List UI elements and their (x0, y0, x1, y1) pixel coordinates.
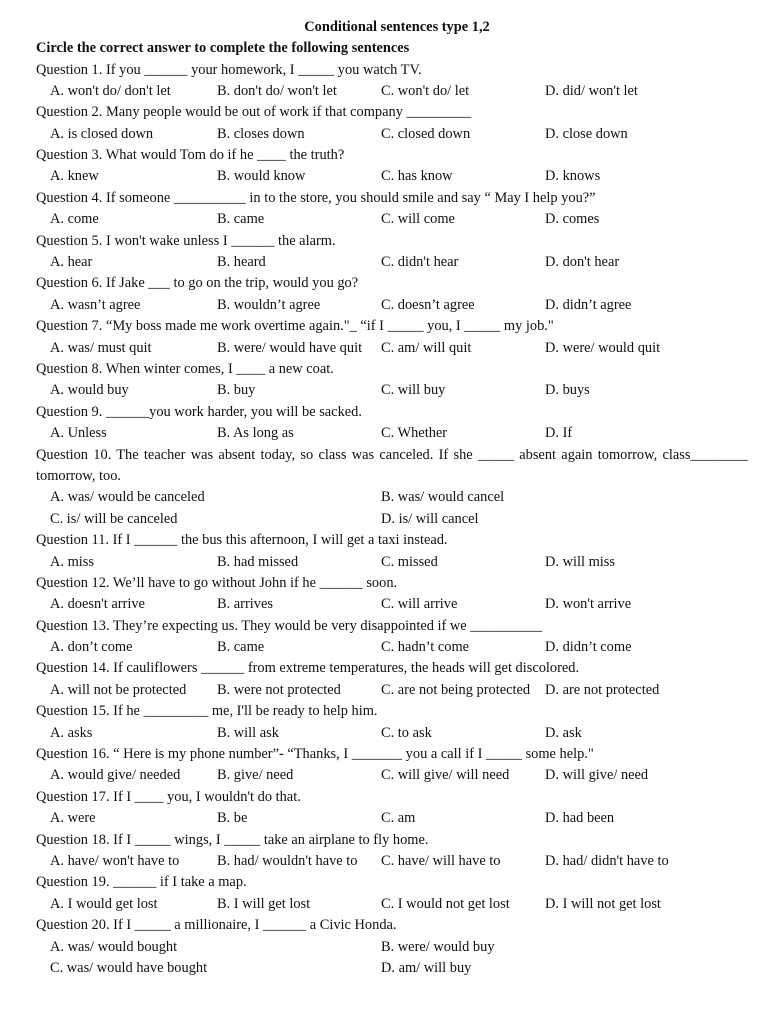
question-12-stem: Question 12. We’ll have to go without John if he ______ soon. (36, 574, 398, 591)
question-9-option-d[interactable]: D. If (545, 425, 573, 442)
question-10-stem: Question 10. The teacher was absent today, so class was canceled. If she _____ absent again tomorrow, class________ tomorrow, too. (36, 446, 748, 484)
question-13-stem: Question 13. They’re expecting us. They would be very disappointed if we __________ (36, 617, 543, 634)
question-18-options (36, 851, 748, 872)
question-8-option-c[interactable]: C. will buy (381, 382, 446, 399)
question-17-option-b[interactable]: B. be (217, 810, 248, 827)
question-3-option-c[interactable]: C. has know (381, 168, 453, 185)
question-15-option-d[interactable]: D. ask (545, 724, 582, 741)
question-13-option-b[interactable]: B. came (217, 639, 265, 656)
question-4-option-c[interactable]: C. will come (381, 211, 455, 228)
question-20-option-c[interactable]: C. was/ would have bought (50, 959, 208, 976)
question-9-stem: Question 9. ______you work harder, you will be sacked. (36, 403, 362, 420)
question-1-option-b[interactable]: B. don't do/ won't let (217, 82, 337, 99)
question-9-option-a[interactable]: A. Unless (50, 425, 107, 442)
question-15-stem: Question 15. If he _________ me, I'll be ready to help him. (36, 703, 378, 720)
question-1-option-d[interactable]: D. did/ won't let (545, 82, 638, 99)
question-20-option-d[interactable]: D. am/ will buy (381, 959, 472, 976)
question-19-options (36, 894, 748, 915)
question-14-option-b[interactable]: B. were not protected (217, 681, 341, 698)
question-3-options (36, 166, 748, 187)
question-17-options (36, 808, 748, 829)
question-6-option-c[interactable]: C. doesn’t agree (381, 296, 475, 313)
question-1-stem: Question 1. If you ______ your homework, I _____ you watch TV. (36, 61, 422, 78)
question-18-option-a[interactable]: A. have/ won't have to (50, 852, 180, 869)
question-19-option-a[interactable]: A. I would get lost (50, 895, 158, 912)
question-7-option-b[interactable]: B. were/ would have quit (217, 339, 363, 356)
question-10-option-a[interactable]: A. was/ would be canceled (50, 489, 205, 506)
question-12-option-c[interactable]: C. will arrive (381, 596, 458, 613)
question-11-option-c[interactable]: C. missed (381, 553, 438, 570)
question-18-stem: Question 18. If I _____ wings, I _____ take an airplane to fly home. (36, 831, 429, 848)
question-7-option-d[interactable]: D. were/ would quit (545, 339, 661, 356)
question-11-stem: Question 11. If I ______ the bus this afternoon, I will get a taxi instead. (36, 532, 448, 549)
question-2-option-d[interactable]: D. close down (545, 125, 628, 142)
question-15-option-a[interactable]: A. asks (50, 724, 93, 741)
question-2-option-a[interactable]: A. is closed down (50, 125, 154, 142)
question-4-option-d[interactable]: D. comes (545, 211, 600, 228)
question-15-option-b[interactable]: B. will ask (217, 724, 279, 741)
question-20-option-a[interactable]: A. was/ would bought (50, 938, 178, 955)
worksheet-title: Conditional sentences type 1,2 (304, 19, 490, 35)
question-11-option-d[interactable]: D. will miss (545, 553, 615, 570)
question-18-option-b[interactable]: B. had/ wouldn't have to (217, 852, 358, 869)
question-5-option-b[interactable]: B. heard (217, 254, 266, 271)
question-7-stem: Question 7. “My boss made me work overtime again."_ “if I _____ you, I _____ my job." (36, 318, 554, 335)
question-17-stem: Question 17. If I ____ you, I wouldn't do that. (36, 788, 301, 805)
question-19-option-d[interactable]: D. I will not get lost (545, 895, 661, 912)
question-20-options-row-1 (36, 937, 748, 958)
question-list (36, 60, 748, 980)
question-1-options (36, 81, 748, 102)
question-2-options (36, 124, 748, 145)
question-14-option-a[interactable]: A. will not be protected (50, 681, 187, 698)
worksheet (36, 16, 748, 979)
question-2-stem: Question 2. Many people would be out of work if that company _________ (36, 104, 472, 121)
question-14-option-d[interactable]: D. are not protected (545, 681, 660, 698)
question-10-option-b[interactable]: B. was/ would cancel (381, 489, 505, 506)
question-17-option-c[interactable]: C. am (381, 810, 416, 827)
question-5-options (36, 252, 748, 273)
question-2-option-c[interactable]: C. closed down (381, 125, 471, 142)
question-8-option-b[interactable]: B. buy (217, 382, 256, 399)
question-7-option-c[interactable]: C. am/ will quit (381, 339, 472, 356)
question-5-option-d[interactable]: D. don't hear (545, 254, 620, 271)
question-11-option-b[interactable]: B. had missed (217, 553, 299, 570)
question-3-option-b[interactable]: B. would know (217, 168, 306, 185)
question-5-option-a[interactable]: A. hear (50, 254, 93, 271)
question-9-options (36, 423, 748, 444)
question-4-option-a[interactable]: A. come (50, 211, 99, 228)
question-6-options (36, 295, 748, 316)
question-8-option-a[interactable]: A. would buy (50, 382, 129, 399)
question-6-option-b[interactable]: B. wouldn’t agree (217, 296, 321, 313)
question-20-stem: Question 20. If I _____ a millionaire, I ______ a Civic Honda. (36, 917, 397, 934)
question-12-option-d[interactable]: D. won't arrive (545, 596, 632, 613)
question-13-option-c[interactable]: C. hadn’t come (381, 639, 470, 656)
question-14-option-c[interactable]: C. are not being protected (381, 681, 531, 698)
question-6-option-d[interactable]: D. didn’t agree (545, 296, 632, 313)
question-9-option-c[interactable]: C. Whether (381, 425, 448, 442)
question-5-option-c[interactable]: C. didn't hear (381, 254, 459, 271)
question-3-option-a[interactable]: A. knew (50, 168, 99, 185)
question-4-option-b[interactable]: B. came (217, 211, 265, 228)
question-9-option-b[interactable]: B. As long as (217, 425, 294, 442)
question-4-stem: Question 4. If someone __________ in to the store, you should smile and say “ May I help you?” (36, 189, 596, 206)
question-5-stem: Question 5. I won't wake unless I ______ the alarm. (36, 232, 336, 249)
question-14-stem: Question 14. If cauliflowers ______ from extreme temperatures, the heads will get discolored. (36, 660, 580, 677)
question-11-option-a[interactable]: A. miss (50, 553, 94, 570)
question-16-option-b[interactable]: B. give/ need (217, 767, 294, 784)
question-19-option-b[interactable]: B. I will get lost (217, 895, 311, 912)
question-12-option-b[interactable]: B. arrives (217, 596, 273, 613)
question-13-options (36, 637, 748, 658)
question-15-options (36, 723, 748, 744)
question-19-option-c[interactable]: C. I would not get lost (381, 895, 510, 912)
question-15-option-c[interactable]: C. to ask (381, 724, 432, 741)
question-13-option-d[interactable]: D. didn’t come (545, 639, 632, 656)
question-10-options-row-2 (36, 509, 748, 530)
question-20-option-b[interactable]: B. were/ would buy (381, 938, 495, 955)
question-18-option-c[interactable]: C. have/ will have to (381, 852, 501, 869)
question-16-options (36, 765, 748, 786)
question-8-stem: Question 8. When winter comes, I ____ a new coat. (36, 360, 334, 377)
question-1-option-c[interactable]: C. won't do/ let (381, 82, 470, 99)
question-3-option-d[interactable]: D. knows (545, 168, 601, 185)
question-17-option-d[interactable]: D. had been (545, 810, 615, 827)
question-17-option-a[interactable]: A. were (50, 810, 96, 827)
question-1-option-a[interactable]: A. won't do/ don't let (50, 82, 171, 99)
question-8-option-d[interactable]: D. buys (545, 382, 590, 399)
question-2-option-b[interactable]: B. closes down (217, 125, 305, 142)
question-12-option-a[interactable]: A. doesn't arrive (50, 596, 145, 613)
question-19-stem: Question 19. ______ if I take a map. (36, 874, 247, 891)
question-13-option-a[interactable]: A. don’t come (50, 639, 133, 656)
question-18-option-d[interactable]: D. had/ didn't have to (545, 852, 669, 869)
question-20-options-row-2 (36, 958, 748, 979)
question-6-option-a[interactable]: A. wasn’t agree (50, 296, 141, 313)
question-10-options-row-1 (36, 487, 748, 508)
question-10-option-c[interactable]: C. is/ will be canceled (50, 510, 178, 527)
question-12-options (36, 594, 748, 615)
question-16-stem: Question 16. “ Here is my phone number”- “Thanks, I _______ you a call if I _____ some help." (36, 746, 594, 763)
question-14-options (36, 680, 748, 701)
question-16-option-a[interactable]: A. would give/ needed (50, 767, 181, 784)
instruction-text: Circle the correct answer to complete the following sentences (36, 40, 410, 56)
question-6-stem: Question 6. If Jake ___ to go on the trip, would you go? (36, 275, 359, 292)
question-4-options (36, 209, 748, 230)
question-7-options (36, 338, 748, 359)
question-7-option-a[interactable]: A. was/ must quit (50, 339, 152, 356)
question-16-option-d[interactable]: D. will give/ need (545, 767, 649, 784)
question-3-stem: Question 3. What would Tom do if he ____ the truth? (36, 147, 345, 164)
question-10-option-d[interactable]: D. is/ will cancel (381, 510, 479, 527)
question-16-option-c[interactable]: C. will give/ will need (381, 767, 510, 784)
question-8-options (36, 380, 748, 401)
question-11-options (36, 552, 748, 573)
